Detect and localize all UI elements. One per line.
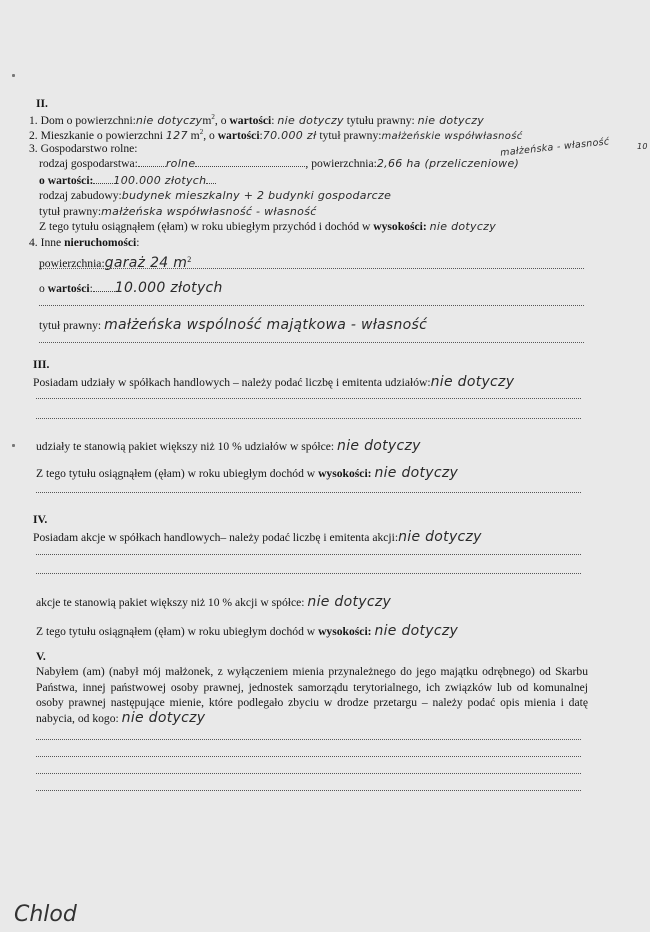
- inne-label: 4. Inne: [29, 236, 62, 249]
- gospodarstwo-label: 3. Gospodarstwo rolne:: [29, 142, 138, 155]
- dotted-line: [39, 342, 584, 343]
- dotted-line: [36, 573, 581, 574]
- gospodarstwo-powierzchnia-handwritten: 2,66 ha (przeliczeniowe): [376, 157, 520, 170]
- gospodarstwo-rodzaj-line: [39, 156, 519, 170]
- gospodarstwo-zabudowa-label: rodzaj zabudowy:: [39, 189, 122, 202]
- gospodarstwo-rodzaj-handwritten: rolne: [165, 157, 196, 170]
- gospodarstwo-zabudowa-handwritten: budynek mieszkalny + 2 budynki gospodarcze: [121, 189, 392, 202]
- dotted-line: [36, 418, 581, 419]
- udzialy-dochod-line: [36, 467, 458, 480]
- nabycie-text: Nabyłem (am) (nabył mój małżonek, z wyłączeniem mienia przynależnego do jego majątku odrębnego) od Skarbu Państwa, innej państwowej osoby prawnej, jednostek samorządu terytorialnego, ich związków lub od komunalnej osoby prawnej następujące mienie, które podlegało zbyciu w drodze przetargu – należy podać opis mienia i datę nabycia, od kogo:: [36, 665, 588, 725]
- gospodarstwo-wartosc-label: o wartości:: [39, 174, 94, 187]
- mieszkanie-title-handwritten: małżeńskie współwłasność: [381, 130, 523, 142]
- inne-tytul-label: tytuł prawny:: [39, 319, 102, 332]
- dotted-line: [36, 756, 581, 757]
- section-heading-iv: IV.: [33, 513, 48, 526]
- mieszkanie-line: 2. Mieszkanie o powierzchni 127 $m^2$, o wartości:70.000 zł tytuł prawny:małżeńskie współwłasność: [29, 128, 523, 142]
- dotted-line: [36, 739, 581, 740]
- akcje-handwritten: nie dotyczy: [398, 529, 482, 545]
- inne-powierzchnia-handwritten: garaż 24 m: [104, 254, 188, 271]
- section-heading-v: V.: [36, 650, 46, 663]
- inne-label-bold: nieruchomości: [64, 236, 137, 249]
- udzialy-dochod-wysokosc: wysokości:: [318, 467, 372, 480]
- dotted-line: [36, 398, 581, 399]
- akcje-pakiet-label: akcje te stanowią pakiet większy niż 10 % akcji w spółce:: [36, 596, 305, 609]
- dom-label: 1. Dom o powierzchni:: [29, 113, 136, 127]
- inne-tytul-handwritten: małżeńska wspólność majątkowa - własność: [104, 317, 428, 333]
- inne-wartosc-label: wartości: [47, 282, 90, 295]
- udzialy-pakiet-handwritten: nie dotyczy: [337, 438, 421, 454]
- inne-wartosc-handwritten: 10.000 złotych: [114, 280, 223, 296]
- inne-wartosc-line: [39, 281, 223, 295]
- inne-powierzchnia-line: powierzchnia:garaż 24 $m^2$: [39, 254, 192, 271]
- dom-value-label: wartości: [229, 113, 272, 127]
- mieszkanie-area-handwritten: 127: [165, 128, 188, 142]
- dom-title-handwritten: nie dotyczy: [417, 113, 485, 127]
- mieszkanie-title-label: tytuł prawny:: [319, 128, 382, 142]
- akcje-label: Posiadam akcje w spółkach handlowych– należy podać liczbę i emitenta akcji:: [33, 531, 399, 544]
- dotted-line: [39, 305, 584, 306]
- gospodarstwo-dochod-line: [39, 220, 496, 233]
- dotted-line: [36, 790, 581, 791]
- akcje-dochod-handwritten: nie dotyczy: [374, 623, 459, 639]
- udzialy-dochod-handwritten: nie dotyczy: [374, 465, 459, 481]
- dom-line: 1. Dom o powierzchni:nie dotyczym$^2$, o wartości: nie dotyczy tytułu prawny: nie dotyczy: [29, 113, 485, 127]
- dotted-line: [36, 492, 581, 493]
- akcje-pakiet-line: [36, 596, 391, 609]
- dom-title-label: tytułu prawny:: [346, 113, 415, 127]
- unit-m: m: [202, 113, 212, 127]
- dom-area-handwritten: nie dotyczy: [135, 113, 203, 127]
- mieszkanie-label: 2. Mieszkanie o powierzchni: [29, 128, 163, 142]
- corner-mark: 10: [637, 142, 648, 151]
- scan-speck: [12, 444, 15, 447]
- gospodarstwo-rodzaj-label: rodzaj gospodarstwa:: [39, 157, 138, 170]
- udzialy-label: Posiadam udziały w spółkach handlowych – należy podać liczbę i emitenta udziałów:: [33, 376, 431, 389]
- udzialy-handwritten: nie dotyczy: [430, 374, 515, 390]
- gospodarstwo-dochod-handwritten: nie dotyczy: [429, 220, 497, 233]
- inne-wartosc-prefix: o: [39, 282, 45, 295]
- gospodarstwo-tytul-line: [39, 205, 317, 218]
- gospodarstwo-dochod-label: Z tego tytułu osiągnąłem (ęłam) w roku ubiegłym przychód i dochód w: [39, 220, 371, 233]
- inne-colon: :: [136, 236, 140, 249]
- udzialy-line: [33, 376, 514, 389]
- section-heading-iii: III.: [33, 358, 50, 371]
- akcje-line: [33, 531, 482, 544]
- gospodarstwo-dochod-wysokosc: wysokości:: [373, 220, 427, 233]
- inne-wartosc-colon: :: [89, 282, 93, 295]
- akcje-dochod-label: Z tego tytułu osiągnąłem (ęłam) w roku ubiegłym dochód w: [36, 625, 316, 638]
- gospodarstwo-zabudowa-line: [39, 189, 391, 202]
- nabycie-paragraph: [36, 664, 588, 726]
- inne-nieruchomosci-line: [29, 236, 139, 249]
- gospodarstwo-tytul-label: tytuł prawny:: [39, 205, 102, 218]
- dotted-line: [36, 554, 581, 555]
- inne-powierzchnia-label: powierzchnia:: [39, 256, 105, 270]
- akcje-pakiet-handwritten: nie dotyczy: [307, 594, 392, 610]
- udzialy-dochod-label: Z tego tytułu osiągnąłem (ęłam) w roku ubiegłym dochód w: [36, 467, 316, 480]
- akcje-dochod-wysokosc: wysokości:: [318, 625, 372, 638]
- mieszkanie-title-handwritten-continued: małżeńska - własność: [499, 136, 610, 159]
- inne-tytul-line: [39, 319, 427, 332]
- mieszkanie-value-handwritten: 70.000 zł: [262, 128, 317, 142]
- mieszkanie-value-label: wartości: [217, 128, 260, 142]
- udzialy-pakiet-label: udziały te stanowią pakiet większy niż 10 % udziałów w spółce:: [36, 440, 335, 453]
- nabycie-handwritten: nie dotyczy: [121, 709, 206, 726]
- gospodarstwo-wartosc-handwritten: 100.000 złotych: [113, 174, 207, 187]
- dom-value-handwritten: nie dotyczy: [277, 113, 344, 127]
- gospodarstwo-powierzchnia-label: , powierzchnia:: [305, 157, 377, 170]
- dotted-line: [36, 773, 581, 774]
- gospodarstwo-wartosc-line: [39, 173, 216, 187]
- dotted-line: [39, 268, 584, 269]
- section-heading-ii: II.: [36, 97, 48, 110]
- scan-speck: [12, 74, 15, 77]
- akcje-dochod-line: [36, 625, 458, 638]
- signature: Chlod: [14, 902, 77, 927]
- unit-m: m: [190, 128, 200, 142]
- dom-sep: , o: [214, 113, 230, 127]
- udzialy-pakiet-line: [36, 440, 421, 453]
- gospodarstwo-tytul-handwritten: małżeńska współwłasność - własność: [101, 205, 317, 218]
